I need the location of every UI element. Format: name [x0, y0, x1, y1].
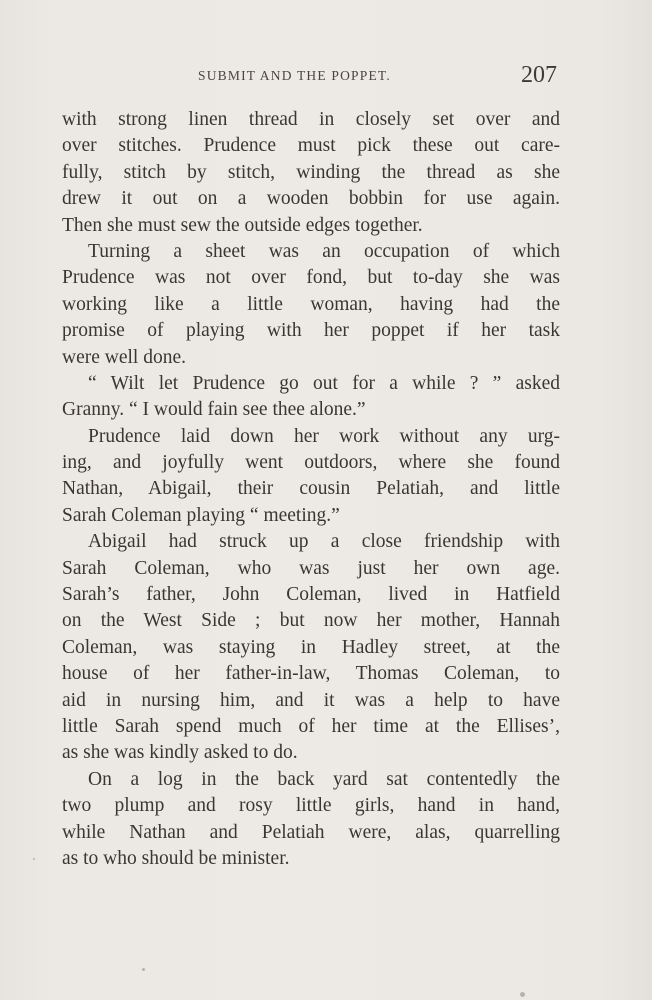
paragraph-first-line: Turning a sheet was an occupation of which	[88, 240, 560, 262]
text-line: ing, and joyfully went outdoors, where she found	[62, 452, 560, 474]
paper-speck	[33, 858, 35, 860]
text-line: working like a little woman, having had the	[62, 293, 560, 315]
text-line: Prudence was not over fond, but to-day she was	[62, 267, 560, 289]
page-number: 207	[521, 62, 557, 88]
text-line: fully, stitch by stitch, winding the thread as she	[62, 161, 560, 183]
paper-speck	[142, 968, 145, 971]
text-line: Sarah Coleman playing “ meeting.”	[62, 504, 340, 526]
text-line: as to who should be minister.	[62, 847, 290, 869]
text-line: house of her father-in-law, Thomas Coleman, to	[62, 663, 560, 685]
text-line: were well done.	[62, 346, 186, 368]
paragraph-first-line: “ Wilt let Prudence go out for a while ? ” asked	[88, 372, 560, 394]
text-line: Granny. “ I would fain see thee alone.”	[62, 399, 366, 421]
text-line: little Sarah spend much of her time at the Ellises’,	[62, 715, 560, 737]
paragraph-first-line: On a log in the back yard sat contentedly the	[88, 768, 560, 790]
text-line: aid in nursing him, and it was a help to have	[62, 689, 560, 711]
text-line: Sarah’s father, John Coleman, lived in Hatfield	[62, 584, 560, 606]
text-line: over stitches. Prudence must pick these out care-	[62, 135, 560, 157]
paragraph-first-line: Prudence laid down her work without any urg-	[88, 425, 560, 447]
body-text	[62, 107, 560, 872]
paper-speck	[520, 992, 525, 997]
text-line: drew it out on a wooden bobbin for use again.	[62, 188, 560, 210]
running-head	[0, 62, 652, 94]
text-line: while Nathan and Pelatiah were, alas, quarrelling	[62, 821, 560, 843]
text-line: as she was kindly asked to do.	[62, 742, 298, 764]
text-line: promise of playing with her poppet if her task	[62, 320, 560, 342]
text-line: Sarah Coleman, who was just her own age.	[62, 557, 560, 579]
paragraph-first-line: Abigail had struck up a close friendship with	[88, 531, 560, 553]
text-line: Nathan, Abigail, their cousin Pelatiah, and little	[62, 478, 560, 500]
text-line: with strong linen thread in closely set over and	[62, 109, 560, 130]
running-title: SUBMIT AND THE POPPET.	[198, 68, 391, 83]
text-line: on the West Side ; but now her mother, Hannah	[62, 610, 560, 632]
text-line: Then she must sew the outside edges together.	[62, 214, 423, 236]
text-line: two plump and rosy little girls, hand in hand,	[62, 795, 560, 817]
text-line: Coleman, was staying in Hadley street, at the	[62, 636, 560, 658]
